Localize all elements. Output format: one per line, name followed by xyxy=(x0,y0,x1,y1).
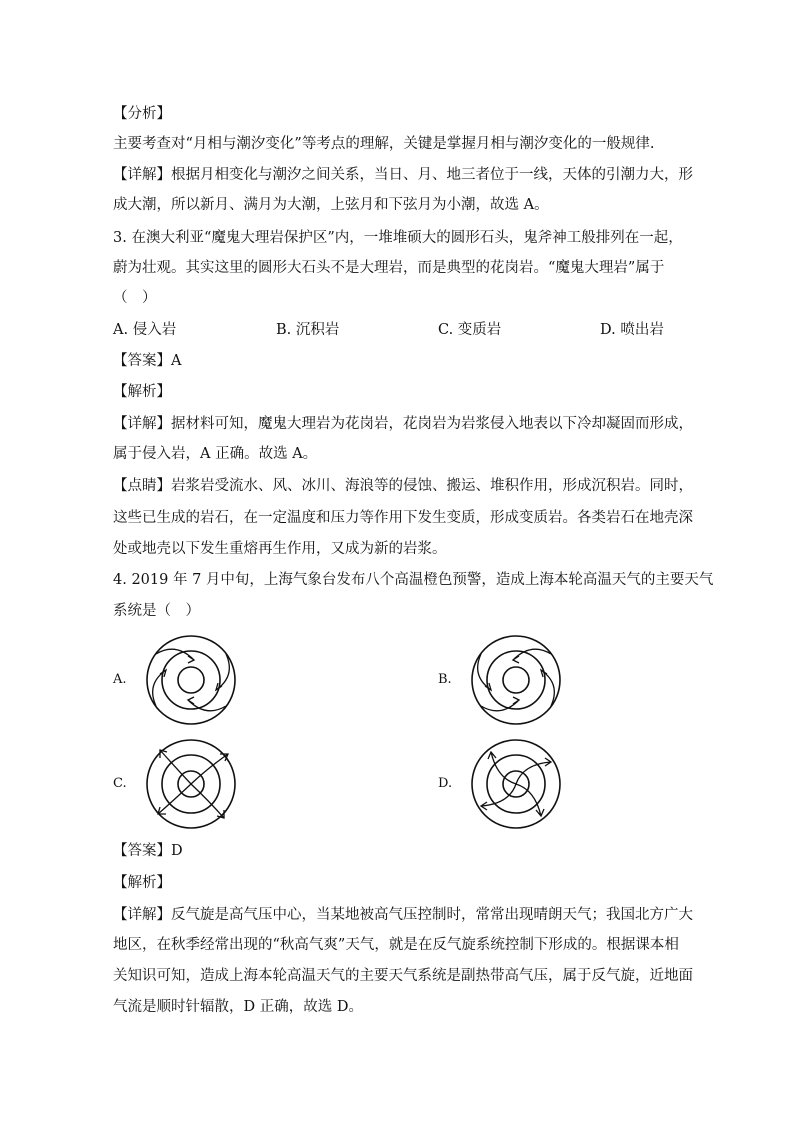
q4-diagram-b xyxy=(461,634,571,726)
q4-diagram-d xyxy=(461,738,571,830)
q4-label-b: B. xyxy=(438,672,452,687)
q3-tip: 【点睛】岩浆岩受流水、风、冰川、海浪等的侵蚀、搬运、堆积作用，形成沉积岩。同时， xyxy=(113,478,693,494)
q4-detail: 【详解】反气旋是高气压中心，当某地被高气压控制时，常常出现晴朗天气；我国北方广大 xyxy=(113,907,693,923)
q4-detail: 关知识可知，造成上海本轮高温天气的主要天气系统是副热带高气压，属于反气旋，近地面 xyxy=(113,968,693,984)
q3-detail: 【详解】据材料可知，魔鬼大理岩为花岗岩，花岗岩为岩浆侵入地表以下冷却凝固而形成， xyxy=(113,416,693,432)
question-3-bracket: （ ） xyxy=(113,290,157,306)
q3-option-a: A. 侵入岩 xyxy=(113,322,177,338)
q4-answer: 【答案】D xyxy=(113,843,183,859)
q3-option-b: B. 沉积岩 xyxy=(276,322,340,338)
q3-detail: 属于侵入岩，A 正确。故选 A。 xyxy=(113,446,318,462)
q3-option-d: D. 喷出岩 xyxy=(600,322,664,338)
detail-text-line: 成大潮，所以新月、满月为大潮，上弦月和下弦月为小潮，故选 A。 xyxy=(113,197,549,213)
q4-detail: 地区，在秋季经常出现的“秋高气爽”天气，就是在反气旋系统控制下形成的。根据课本相 xyxy=(113,937,679,953)
analysis-text: 主要考查对“月相与潮汐变化”等考点的理解，关键是掌握月相与潮汐变化的一般规律. xyxy=(113,136,655,152)
question-3-stem: 蔚为壮观。其实这里的圆形大石头不是大理岩，而是典型的花岗岩。“魔鬼大理岩”属于 xyxy=(113,260,665,276)
q4-detail: 气流是顺时针辐散，D 正确，故选 D。 xyxy=(113,999,363,1015)
section-heading-analysis: 【分析】 xyxy=(113,106,171,122)
q3-tip: 这些已生成的岩石，在一定温度和压力等作用下发生变质，形成变质岩。各类岩石在地壳深 xyxy=(113,510,693,526)
q4-label-c: C. xyxy=(113,776,127,791)
q4-analysis-heading: 【解析】 xyxy=(113,875,171,891)
q3-option-c: C. 变质岩 xyxy=(438,322,502,338)
q4-label-a: A. xyxy=(113,672,127,687)
q3-analysis-heading: 【解析】 xyxy=(113,384,171,400)
detail-text-line: 【详解】根据月相变化与潮汐之间关系，当日、月、地三者位于一线，天体的引潮力大，形 xyxy=(113,167,693,183)
q3-answer: 【答案】A xyxy=(113,353,182,369)
question-4-stem: 4. 2019 年 7 月中旬，上海气象台发布八个高温橙色预警，造成上海本轮高温天气的主要天气 xyxy=(113,572,714,588)
q4-diagram-c xyxy=(136,738,246,830)
q3-tip: 处或地壳以下发生重熔再生作用，又成为新的岩浆。 xyxy=(113,541,447,557)
q4-label-d: D. xyxy=(438,776,453,791)
question-4-stem: 系统是（ ） xyxy=(113,603,200,619)
q4-diagram-a xyxy=(136,634,246,726)
question-3-stem: 3. 在澳大利亚“魔鬼大理岩保护区”内，一堆堆硕大的圆形石头，鬼斧神工般排列在一起， xyxy=(113,230,683,246)
